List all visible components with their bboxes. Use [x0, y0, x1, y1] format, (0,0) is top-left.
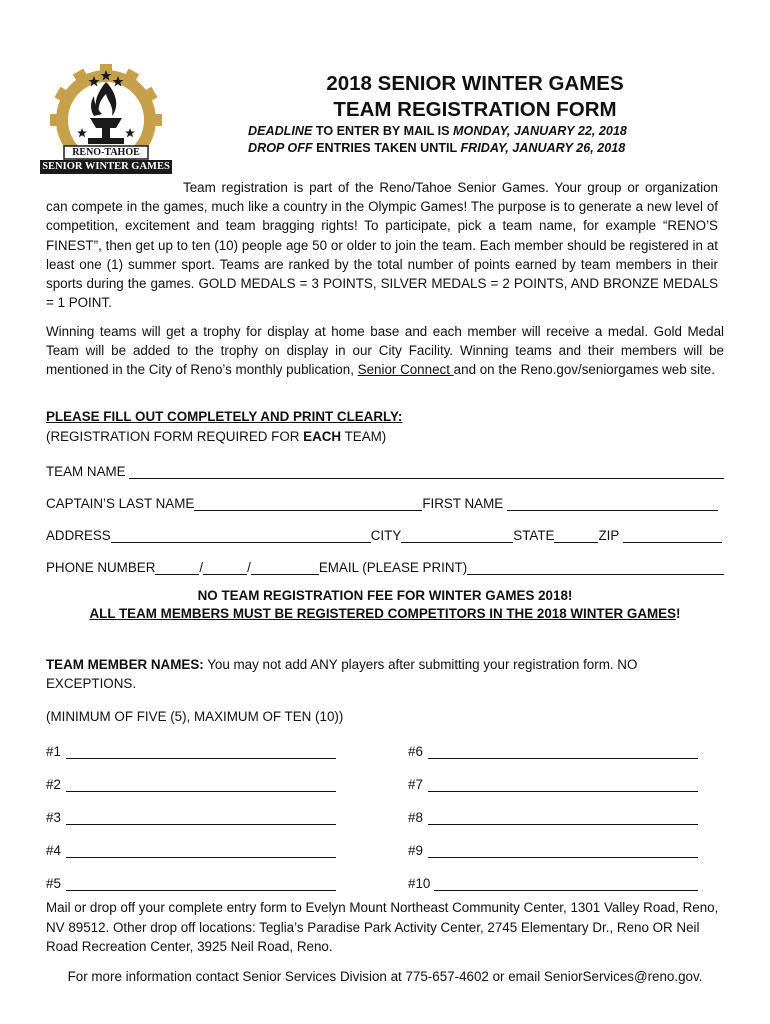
state-label: STATE	[513, 528, 555, 543]
member-limits: (MINIMUM OF FIVE (5), MAXIMUM OF TEN (10))	[46, 709, 344, 724]
form-title-line-2: TEAM REGISTRATION FORM	[333, 98, 617, 121]
zip-label: ZIP	[598, 528, 620, 543]
deadline-date: MONDAY, JANUARY 22, 2018	[453, 124, 627, 138]
email-label: EMAIL (PLEASE PRINT)	[318, 560, 468, 575]
phone-separator-1: /	[199, 560, 204, 575]
team-name-field[interactable]	[129, 464, 724, 479]
member-row	[408, 805, 698, 825]
mail-dropoff-info: Mail or drop off your complete entry form to Evelyn Mount Northeast Community Center, 1301 Valley Road, Reno, NV 89512. Other drop off locations: Teglia’s Paradise Park Activity Center, 2745 Elementary Dr., Reno OR Neil Road Recreation Center, 3925 Neil Road, Reno.	[46, 900, 719, 954]
member-row	[408, 772, 698, 792]
contact-info: For more information contact Senior Services Division at 775-657-4602 or email SeniorServices@reno.gov.	[67, 969, 703, 984]
senior-connect-link[interactable]: Senior Connect	[357, 362, 454, 378]
member-number: #10	[408, 876, 431, 891]
member-row	[408, 739, 698, 759]
note-bold: EACH	[303, 429, 342, 444]
fill-out-instructions: PLEASE FILL OUT COMPLETELY AND PRINT CLEARLY:	[46, 409, 403, 424]
member-name-field-9[interactable]	[428, 843, 698, 858]
member-row	[46, 838, 336, 858]
deadline-mid: TO ENTER BY MAIL IS	[312, 124, 454, 138]
city-label: CITY	[370, 528, 402, 543]
phone-separator-2: /	[247, 560, 251, 575]
member-name-field-10[interactable]	[434, 876, 698, 891]
deadline-lead: DEADLINE	[248, 124, 313, 138]
member-list-left	[46, 739, 336, 891]
winning-teams-text-end: and on the Reno.gov/seniorgames web site.	[453, 362, 715, 378]
form-title-line-1: 2018 SENIOR WINTER GAMES	[326, 72, 624, 95]
member-number: #5	[46, 876, 61, 891]
team-member-names-heading	[46, 655, 686, 693]
winning-teams-text: Winning teams will get a trophy for display at home base and each member will receive a medal. Gold Medal Team will be added to the trophy on display in our City Facility. Winning teams and their members will be mentioned in the City of Reno’s monthly publication,	[46, 324, 724, 378]
registered-competitors-end: !	[676, 606, 681, 621]
address-field[interactable]	[111, 528, 371, 543]
member-row	[46, 871, 336, 891]
registered-competitors-notice	[0, 605, 770, 623]
member-name-field-5[interactable]	[66, 876, 336, 891]
member-name-field-3[interactable]	[66, 810, 336, 825]
email-field[interactable]	[467, 560, 724, 575]
member-number: #7	[408, 777, 423, 792]
member-name-field-1[interactable]	[66, 744, 336, 759]
member-row	[408, 838, 698, 858]
member-number: #8	[408, 810, 423, 825]
captain-row	[46, 491, 718, 511]
registered-competitors-text: ALL TEAM MEMBERS MUST BE REGISTERED COMPETITORS IN THE 2018 WINTER GAMES	[89, 606, 677, 621]
winning-teams-paragraph	[46, 322, 724, 380]
first-name-label: FIRST NAME	[422, 496, 504, 511]
reno-tahoe-senior-winter-games-logo	[36, 62, 176, 190]
member-number: #2	[46, 777, 61, 792]
team-name-label: TEAM NAME	[46, 464, 126, 479]
member-row	[46, 739, 336, 759]
phone-number-label: PHONE NUMBER	[46, 560, 156, 575]
member-number: #4	[46, 843, 61, 858]
member-row	[46, 805, 336, 825]
address-label: ADDRESS	[46, 528, 111, 543]
zip-field[interactable]	[623, 528, 722, 543]
phone-line-field[interactable]	[251, 560, 319, 575]
member-name-field-7[interactable]	[428, 777, 698, 792]
captain-last-name-label: CAPTAIN’S LAST NAME	[46, 496, 195, 511]
logo-name-text: SENIOR WINTER GAMES	[42, 161, 170, 172]
dropoff-date: FRIDAY, JANUARY 26, 2018	[460, 141, 626, 155]
team-member-names-note: You may not add ANY players after submitting your registration form. NO EXCEPTIONS.	[46, 657, 638, 691]
dropoff-lead: DROP OFF	[248, 141, 313, 155]
registration-required-note	[46, 429, 386, 444]
phone-email-row	[46, 555, 724, 575]
team-member-names-label: TEAM MEMBER NAMES:	[46, 657, 204, 672]
city-field[interactable]	[401, 528, 513, 543]
first-name-field[interactable]	[507, 496, 718, 511]
member-number: #1	[46, 744, 61, 759]
state-field[interactable]	[554, 528, 598, 543]
mail-deadline	[248, 123, 627, 140]
member-row	[408, 871, 698, 891]
member-number: #6	[408, 744, 423, 759]
member-row	[46, 772, 336, 792]
member-number: #3	[46, 810, 61, 825]
member-name-field-4[interactable]	[66, 843, 336, 858]
dropoff-mid: ENTRIES TAKEN UNTIL	[312, 141, 461, 155]
team-name-row	[46, 459, 724, 479]
member-name-field-8[interactable]	[428, 810, 698, 825]
member-name-field-6[interactable]	[428, 744, 698, 759]
captain-last-name-field[interactable]	[194, 496, 422, 511]
member-list-right	[408, 739, 698, 891]
address-row	[46, 523, 722, 543]
note-text: (REGISTRATION FORM REQUIRED FOR	[46, 429, 304, 444]
note-text-end: TEAM)	[341, 429, 387, 444]
phone-prefix-field[interactable]	[203, 560, 247, 575]
intro-paragraph: Team registration is part of the Reno/Tahoe Senior Games. Your group or organization can compete in the games, much like a country in the Olympic Games! The purpose is to generate a new level of competition, excitement and team bragging rights! To participate, pick a team name, for example “RENO’S FINEST”, then get up to ten (10) people age 50 or older to join the team. Each member should be registered in at least one (1) summer sport. Teams are ranked by the total number of points earned by team members in their sports during the games. GOLD MEDALS = 3 POINTS, SILVER MEDALS = 2 POINTS, AND BRONZE MEDALS = 1 POINT.	[46, 180, 718, 311]
member-name-field-2[interactable]	[66, 777, 336, 792]
no-fee-notice: NO TEAM REGISTRATION FEE FOR WINTER GAMES 2018!	[197, 588, 573, 603]
member-number: #9	[408, 843, 423, 858]
logo-banner-text: RENO-TAHOE	[72, 147, 140, 158]
phone-area-code-field[interactable]	[155, 560, 199, 575]
dropoff-deadline	[248, 140, 625, 157]
